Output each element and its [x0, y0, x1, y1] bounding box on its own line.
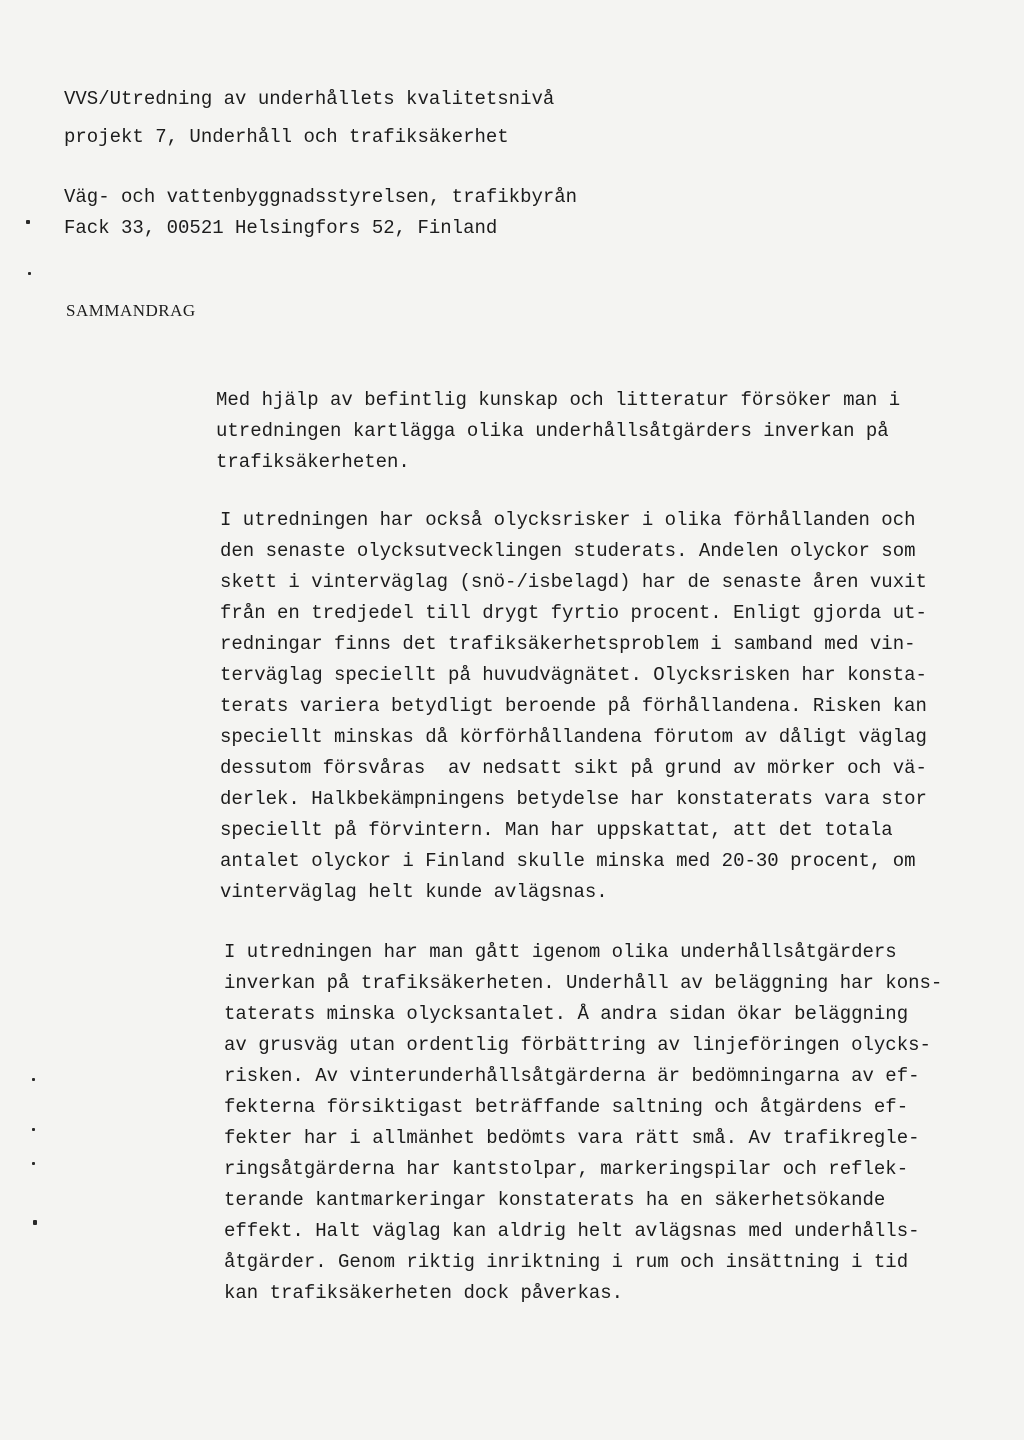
scan-speck [26, 220, 30, 224]
scan-speck [32, 1128, 35, 1131]
paragraph-line: I utredningen har man gått igenom olika underhållsåtgärders [224, 941, 897, 963]
paragraph-1 [216, 389, 986, 482]
paragraph-line: speciellt på förvintern. Man har uppskattat, att det totala [220, 819, 893, 841]
paragraph-3 [224, 941, 994, 1313]
paragraph-line: utredningen kartlägga olika underhållsåtgärders inverkan på [216, 420, 889, 442]
paragraph-line: trafiksäkerheten. [216, 451, 410, 473]
document-header [64, 88, 684, 255]
header-gap [64, 164, 684, 186]
scan-speck [28, 272, 31, 275]
paragraph-line: Med hjälp av befintlig kunskap och litteratur försöker man i [216, 389, 901, 411]
paragraph-line: vinterväglag helt kunde avlägsnas. [220, 881, 608, 903]
paragraph-line: terats variera betydligt beroende på förhållandena. Risken kan [220, 695, 927, 717]
paragraph-line: dessutom försvåras av nedsatt sikt på grund av mörker och vä- [220, 757, 927, 779]
scan-speck [32, 1078, 35, 1081]
paragraph-line: taterats minska olycksantalet. Å andra sidan ökar beläggning [224, 1003, 909, 1025]
paragraph-line: skett i vinterväglag (snö-/isbelagd) har de senaste åren vuxit [220, 571, 927, 593]
scan-speck [32, 1162, 35, 1165]
section-title: SAMMANDRAG [66, 301, 196, 320]
paragraph-line: fekter har i allmänhet bedömts vara rätt små. Av trafikregle- [224, 1127, 920, 1149]
header-project-subtitle: projekt 7, Underhåll och trafiksäkerhet [64, 126, 509, 148]
paragraph-line: terväglag speciellt på huvudvägnätet. Olycksrisken har konsta- [220, 664, 927, 686]
paragraph-line: derlek. Halkbekämpningens betydelse har konstaterats vara stor [220, 788, 927, 810]
paragraph-line: I utredningen har också olycksrisker i olika förhållanden och [220, 509, 916, 531]
paragraph-line: redningar finns det trafiksäkerhetsproblem i samband med vin- [220, 633, 916, 655]
paragraph-line: från en tredjedel till drygt fyrtio procent. Enligt gjorda ut- [220, 602, 927, 624]
paragraph-line: fekterna försiktigast beträffande saltning och åtgärdens ef- [224, 1096, 909, 1118]
paragraph-line: kan trafiksäkerheten dock påverkas. [224, 1282, 624, 1304]
header-organisation: Väg- och vattenbyggnadsstyrelsen, trafikbyrån [64, 186, 578, 208]
scan-speck [33, 1220, 37, 1225]
paragraph-line: av grusväg utan ordentlig förbättring av linjeföringen olycks- [224, 1034, 931, 1056]
header-address: Fack 33, 00521 Helsingfors 52, Finland [64, 217, 498, 239]
paragraph-line: åtgärder. Genom riktig inriktning i rum och insättning i tid [224, 1251, 909, 1273]
paragraph-line: speciellt minskas då körförhållandena förutom av dåligt väglag [220, 726, 927, 748]
paragraph-line: den senaste olycksutvecklingen studerats. Andelen olyckor som [220, 540, 916, 562]
paragraph-line: ringsåtgärderna har kantstolpar, markeringspilar och reflek- [224, 1158, 909, 1180]
paragraph-2 [220, 509, 990, 912]
paragraph-line: inverkan på trafiksäkerheten. Underhåll av beläggning har kons- [224, 972, 943, 994]
paragraph-line: terande kantmarkeringar konstaterats ha en säkerhetsökande [224, 1189, 886, 1211]
header-project-title: VVS/Utredning av underhållets kvalitetsnivå [64, 88, 555, 110]
paragraph-line: effekt. Halt väglag kan aldrig helt avlägsnas med underhålls- [224, 1220, 920, 1242]
paragraph-line: risken. Av vinterunderhållsåtgärderna är bedömningarna av ef- [224, 1065, 920, 1087]
paragraph-line: antalet olyckor i Finland skulle minska med 20-30 procent, om [220, 850, 916, 872]
